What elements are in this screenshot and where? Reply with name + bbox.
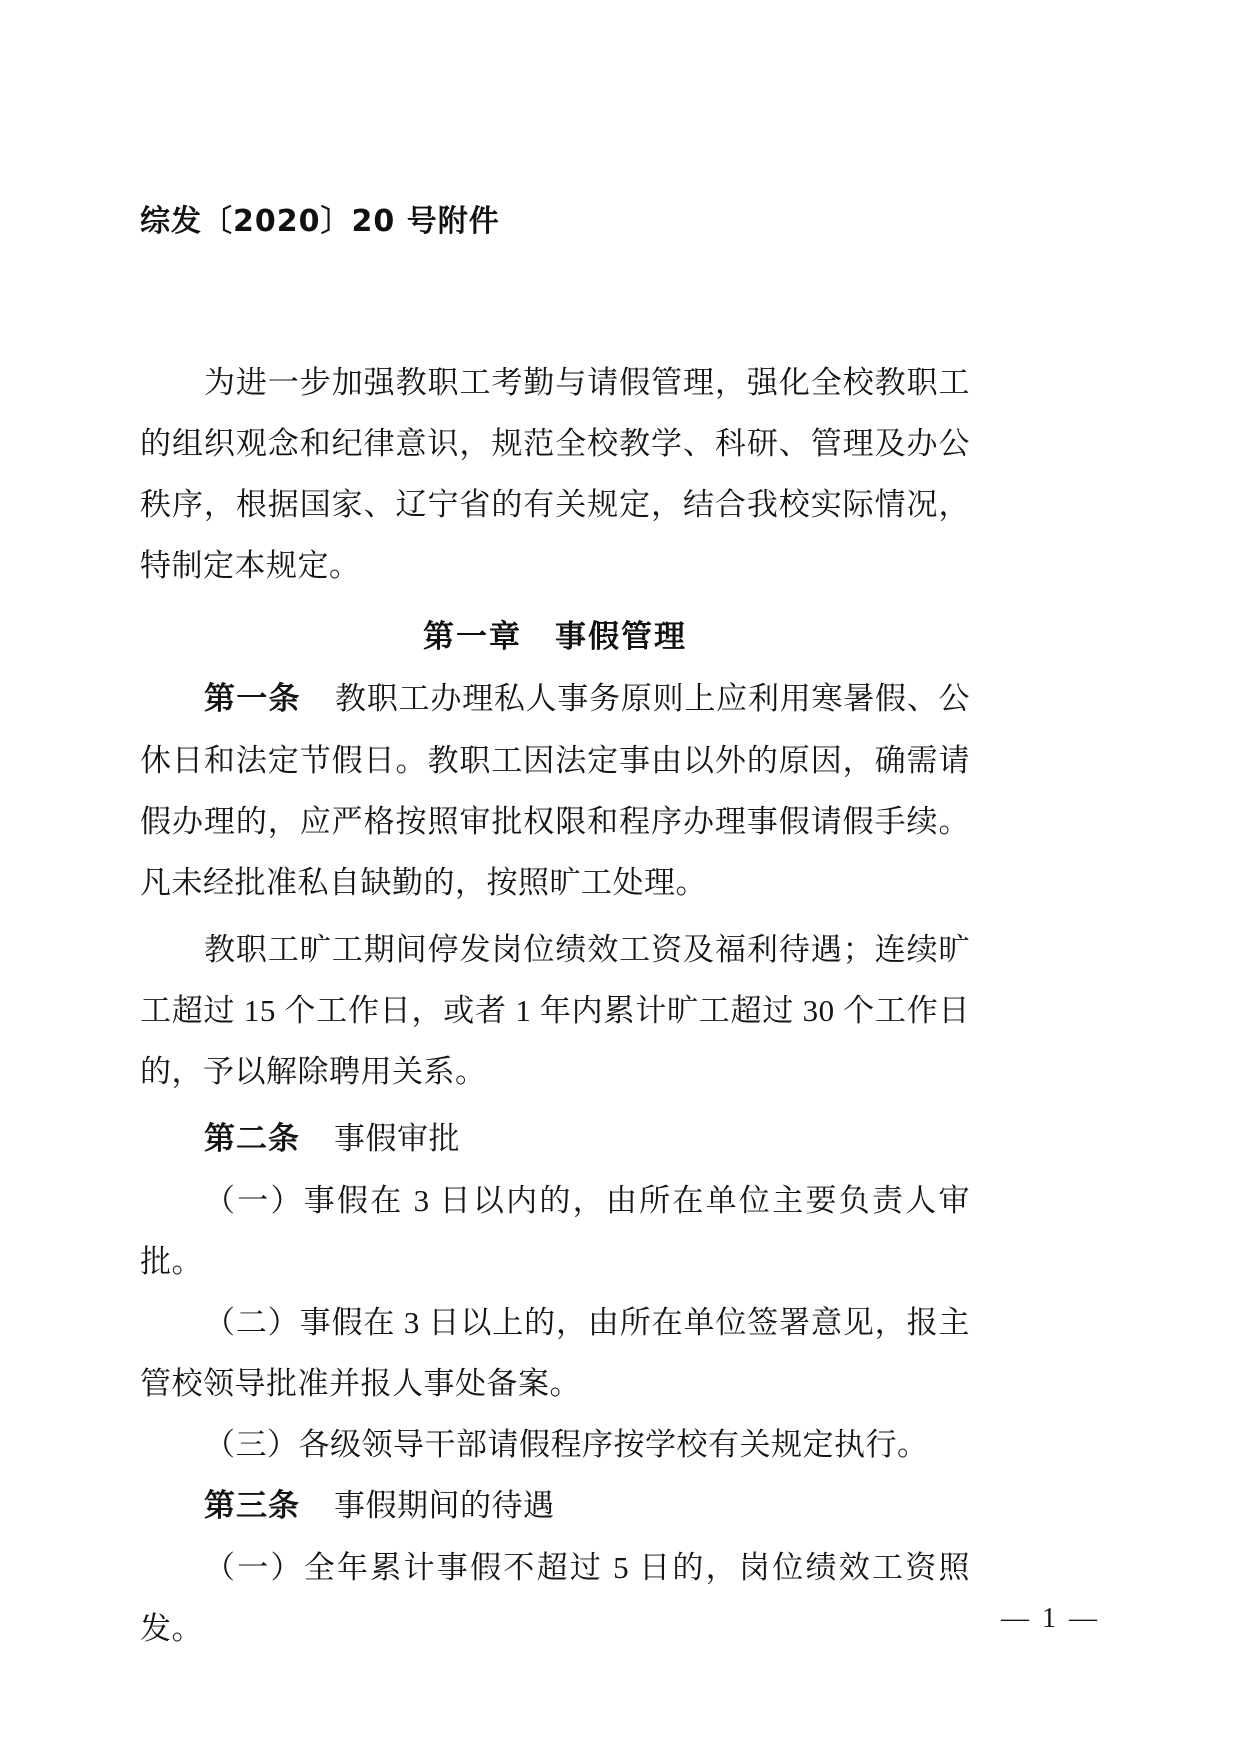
article-two-item-2: （二）事假在 3 日以上的，由所在单位签署意见，报主管校领导批准并报人事处备案。 [140,1305,970,1401]
article-three-label: 第三条 [204,1488,300,1524]
article-two-paragraph [140,1108,970,1170]
article-one-text: 教职工办理私人事务原则上应利用寒暑假、公休日和法定节假日。教职工因法定事由以外的原因，确需请假办理的，应严格按照审批权限和程序办理事假请假手续。凡未经批准私自缺勤的，按照旷工处理。 [140,681,971,900]
article-two-label: 第二条 [204,1121,300,1157]
document-content [140,0,970,1659]
article-three-paragraph [140,1475,970,1537]
absence-paragraph: 教职工旷工期间停发岗位绩效工资及福利待遇；连续旷工超过 15 个工作日，或者 1 年内累计旷工超过 30 个工作日的，予以解除聘用关系。 [140,932,970,1089]
document-number-heading: 综发〔2020〕20 号附件 [140,204,500,239]
article-three-title: 事假期间的待遇 [334,1488,555,1523]
article-one-paragraph [140,668,970,913]
article-one-label: 第一条 [204,681,301,717]
article-three-item-1: （一）全年累计事假不超过 5 日的，岗位绩效工资照发。 [140,1550,970,1646]
preamble-paragraph: 为进一步加强教职工考勤与请假管理，强化全校教职工的组织观念和纪律意识，规范全校教学、科研、管理及办公秩序，根据国家、辽宁省的有关规定，结合我校实际情况，特制定本规定。 [140,365,970,583]
page-number: — 1 — [1001,1603,1100,1634]
article-two-title: 事假审批 [334,1121,460,1156]
chapter-heading: 第一章 事假管理 [423,619,687,655]
document-body [140,352,970,1659]
article-two-item-1: （一）事假在 3 日以内的，由所在单位主要负责人审批。 [140,1183,970,1279]
article-two-item-3: （三）各级领导干部请假程序按学校有关规定执行。 [204,1427,929,1462]
